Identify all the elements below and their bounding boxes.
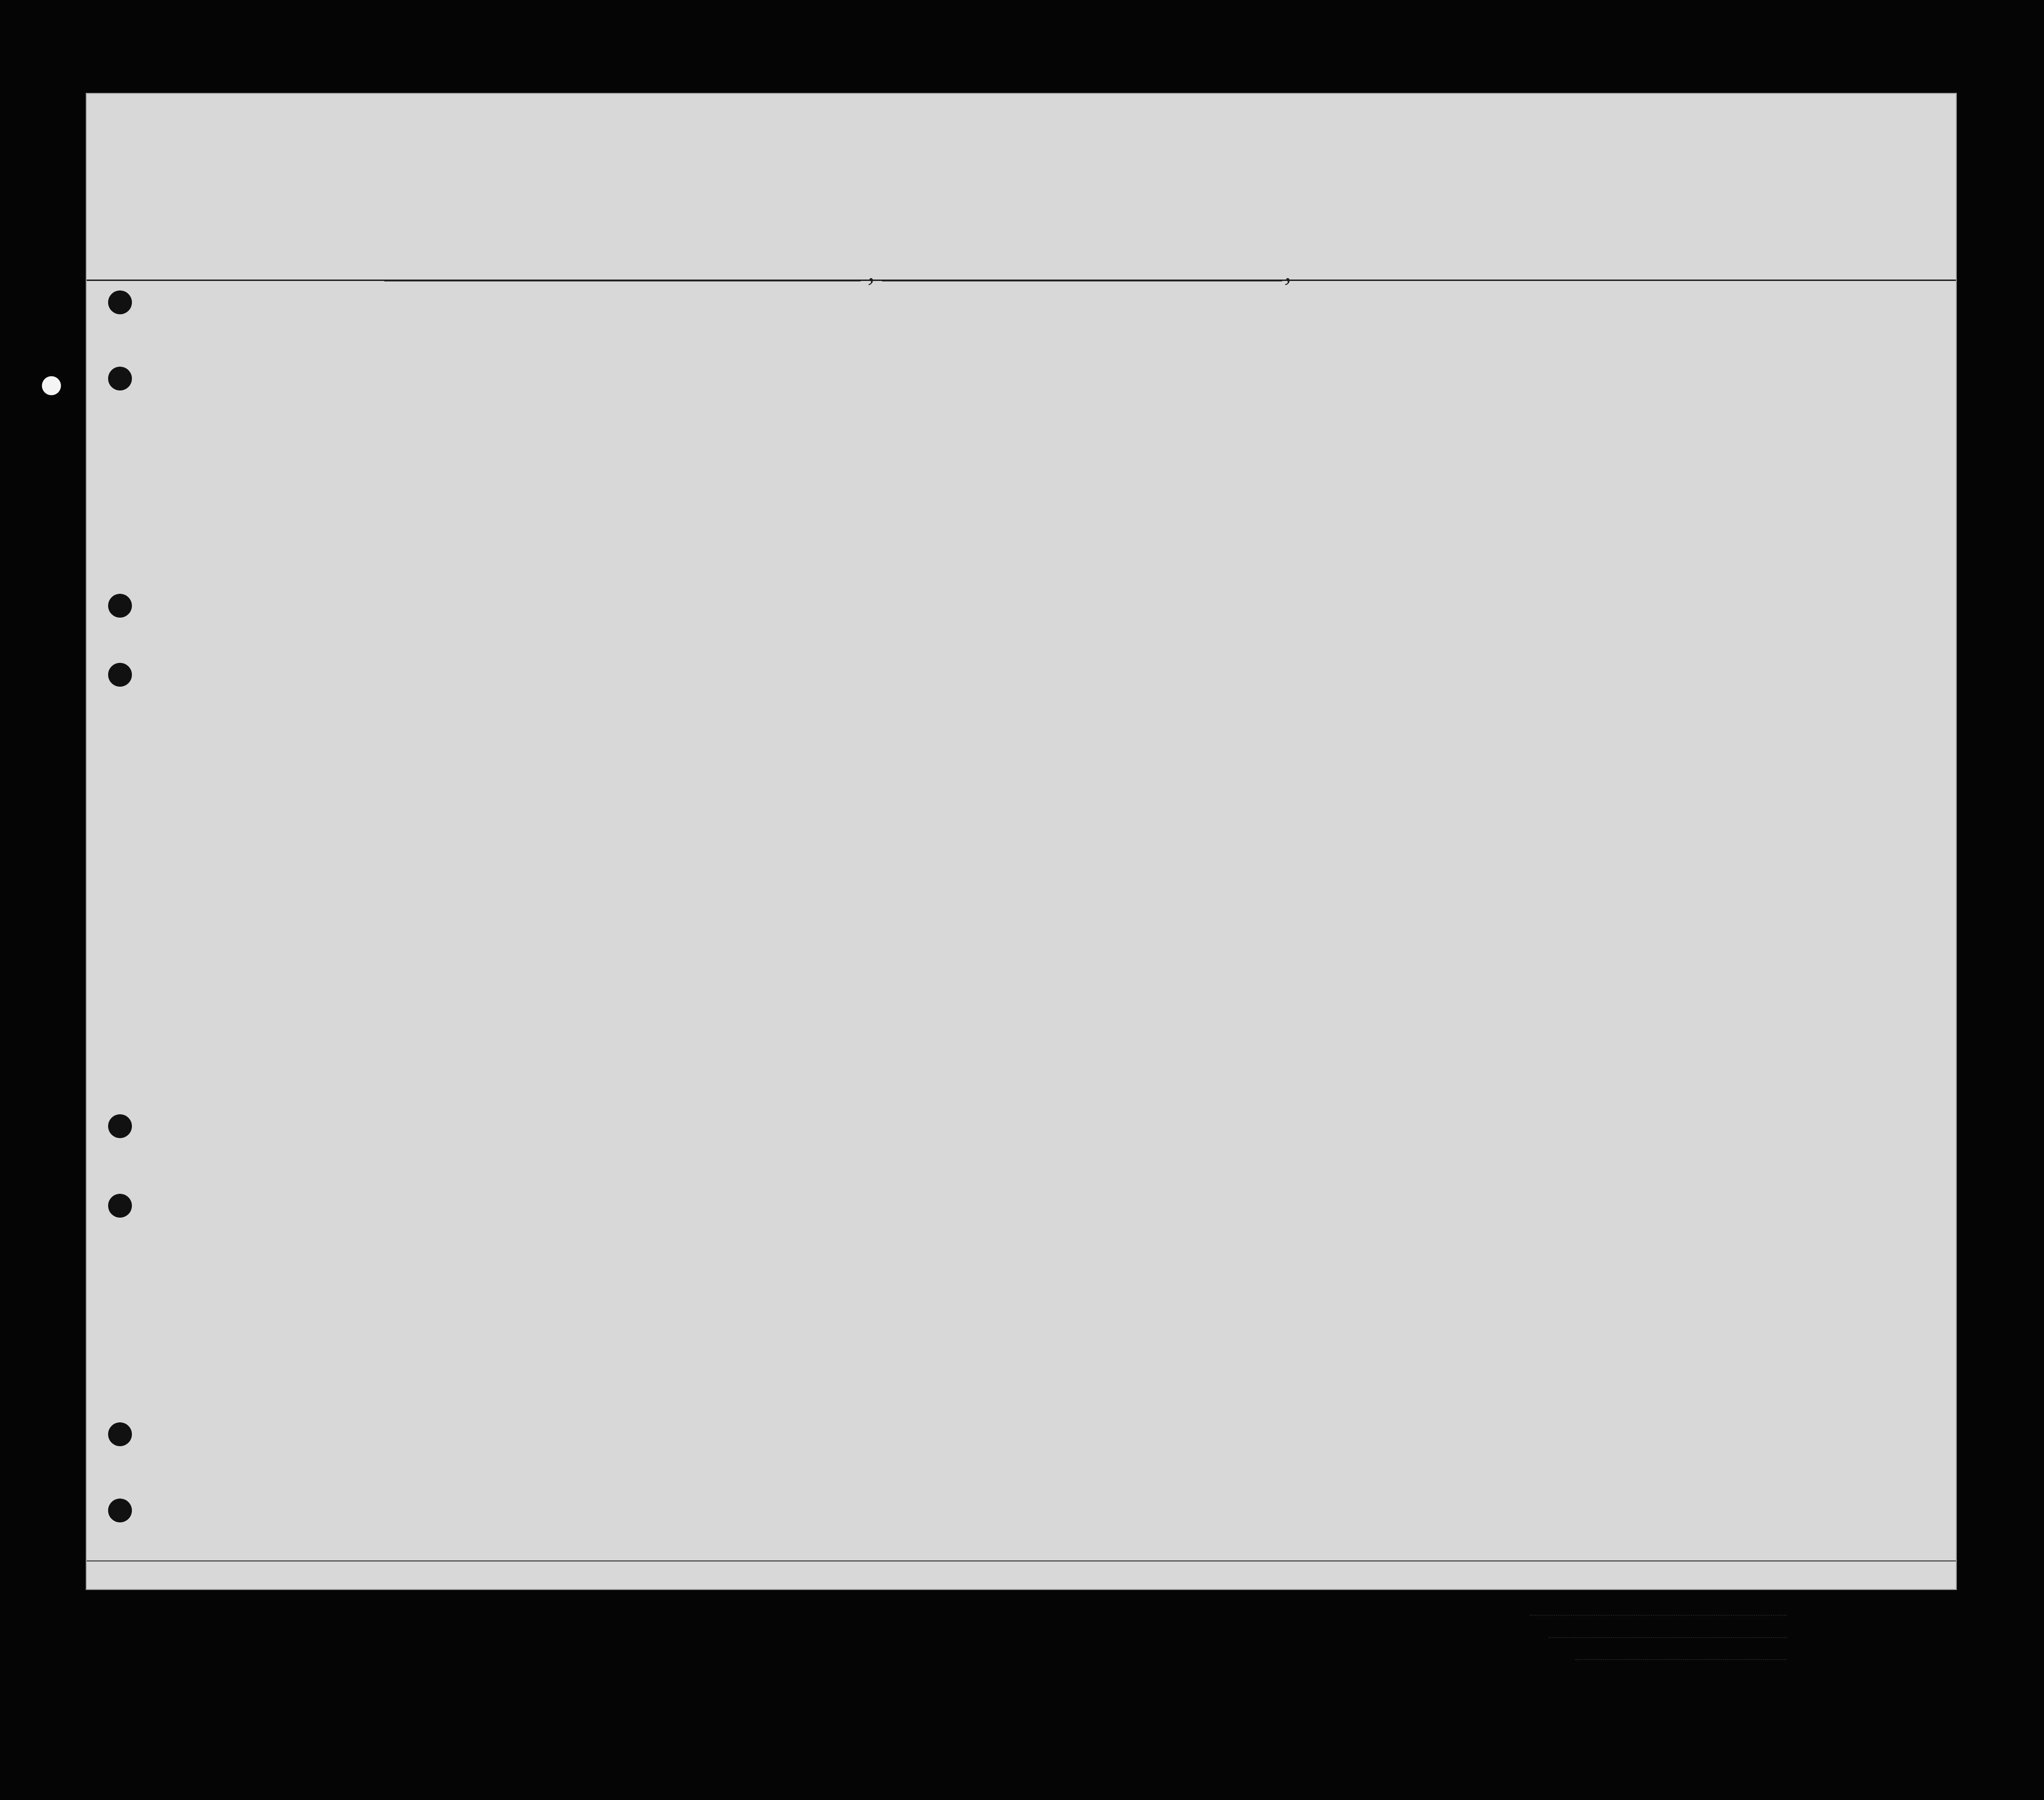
punch-hole (108, 290, 132, 314)
punch-hole (108, 1114, 132, 1138)
punch-hole (108, 663, 132, 687)
table-bottom-rule (87, 1560, 1956, 1561)
punch-hole (108, 1194, 132, 1218)
manifest-sheet (86, 93, 1957, 1590)
agents-underline (1575, 1659, 1787, 1660)
punch-hole (108, 367, 132, 390)
manifest-grid (87, 94, 1956, 1589)
punch-hole (108, 1422, 132, 1446)
owners-underline (1549, 1637, 1787, 1638)
punch-hole (108, 594, 132, 618)
comma: , (868, 256, 875, 287)
punch-hole (108, 1499, 132, 1522)
comma-2: , (1284, 256, 1292, 287)
line-underline (1530, 1615, 1787, 1616)
scanner-dot (42, 376, 61, 395)
